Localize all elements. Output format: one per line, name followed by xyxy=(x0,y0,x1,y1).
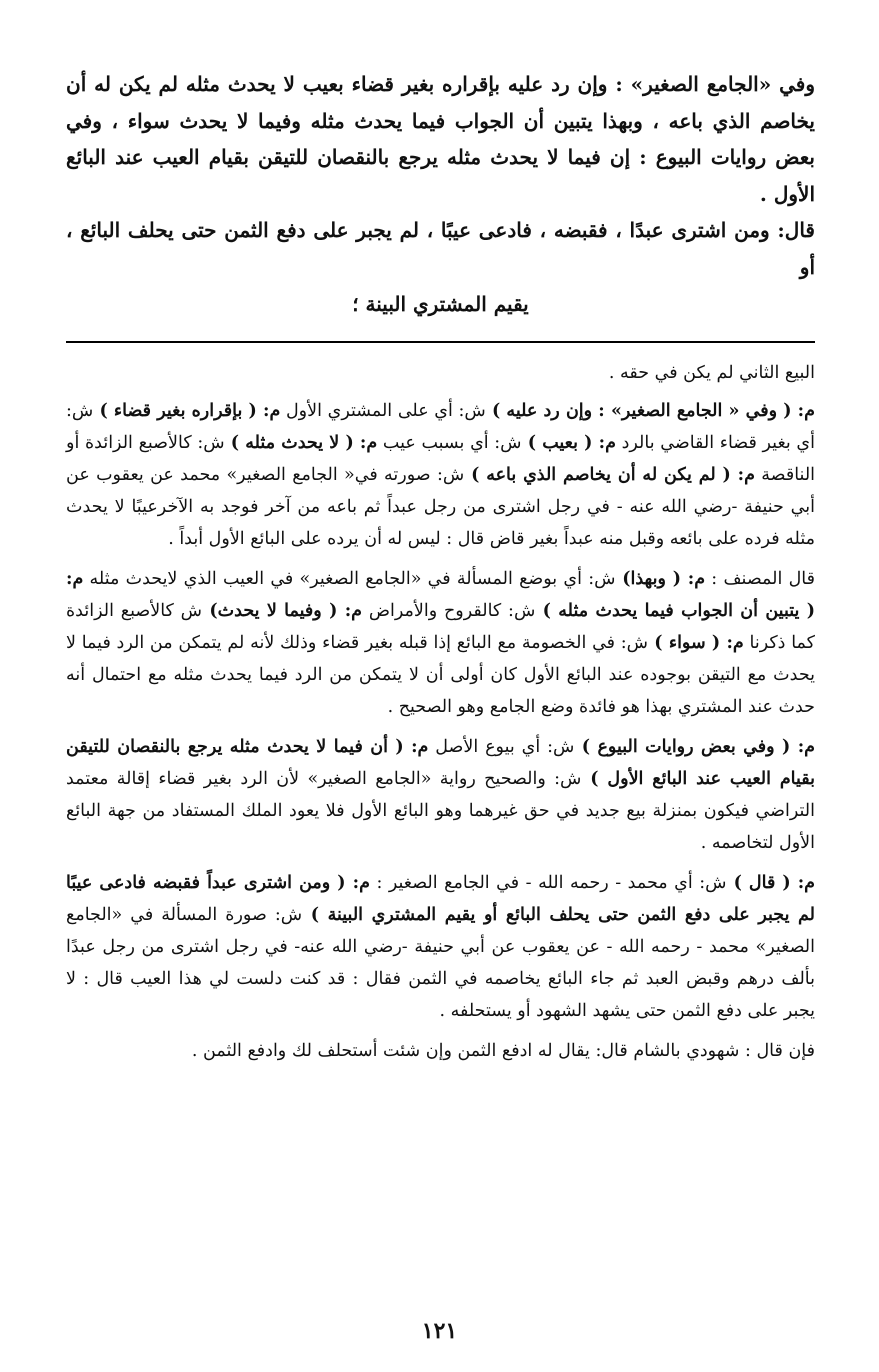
matn-quote-run: م: ( وفي بعض روايات البيوع ) xyxy=(574,736,815,757)
matn-quote-run: م: ( يتبين أن الجواب فيما يحدث مثله ) xyxy=(66,568,816,621)
commentary-run: ش: أي على المشتري الأول xyxy=(280,400,486,421)
matn-quote-run: م: ( قال ) xyxy=(726,872,815,893)
separator-line xyxy=(66,341,815,343)
commentary-run: ش: كالأصبع الزائدة أو الناقصة xyxy=(66,432,816,485)
commentary-run: ش: والصحيح رواية «الجامع الصغير» لأن الرد بغير قضاء إقالة معتمد التراضي فيكون بمنزلة بيع جديد في حق غيرهما وهو البائع الأول فلا يعود الملك المستفاد من جهة البائع الأول لتخاصمه . xyxy=(66,768,815,853)
main-text xyxy=(66,66,815,323)
matn-quote-run: م: ( وفي « الجامع الصغير» : وإن رد عليه ) xyxy=(485,400,815,421)
main-text-paragraph-2: قال: ومن اشترى عبدًا ، فقبضه ، فادعى عيبًا ، لم يجبر على دفع الثمن حتى يحلف البائع ، أو xyxy=(66,218,815,279)
commentary-run: ش: أي محمد - رحمه الله - في الجامع الصغير : xyxy=(369,872,727,893)
commentary-text xyxy=(66,357,815,1067)
matn-quote-run: م: ( وبهذا) xyxy=(615,568,706,589)
commentary-paragraph-6: فإن قال : شهودي بالشام قال: يقال له ادفع الثمن وإن شئت أستحلف لك وادفع الثمن . xyxy=(191,1040,815,1061)
matn-quote-run: م: ( أن فيما لا يحدث مثله يرجع بالنقصان للتيقن بقيام العيب عند البائع الأول ) xyxy=(66,736,815,789)
commentary-run: ش: كالقروح والأمراض xyxy=(362,600,536,621)
commentary-paragraph-1: البيع الثاني لم يكن في حقه . xyxy=(608,362,815,383)
commentary-run: ش: صورته في« الجامع الصغير» محمد عن يعقوب عن أبي حنيفة -رضي الله عنه - في رجل اشترى من رجل عبداً ثم باعه من آخر فوجد به الآخرعيبًا لا يحدث مثله فرده على بائعه وقبل منه عبداً بغير قاض قال : ليس له أن يرده على البائع الأول أبداً . xyxy=(66,464,815,549)
matn-quote-run: م: ( وفيما لا يحدث) xyxy=(202,600,362,621)
commentary-run: ش كالأصبع الزائدة كما ذكرنا xyxy=(66,600,815,653)
book-page xyxy=(66,66,815,1372)
main-text-paragraph-2-last-line: يقيم المشتري البينة ؛ xyxy=(352,292,529,316)
commentary-run: قال المصنف : xyxy=(705,568,815,589)
matn-quote-run: م: ( بإقراره بغير قضاء ) xyxy=(93,400,281,421)
commentary-paragraph-5 xyxy=(66,867,815,1027)
matn-quote-run: م: ( سواء ) xyxy=(648,632,744,653)
commentary-run: ش: أي بغير قضاء القاضي بالرد xyxy=(66,400,815,453)
matn-quote-run: م: ( لم يكن له أن يخاصم الذي باعه ) xyxy=(464,464,755,485)
commentary-paragraph-2 xyxy=(66,395,815,555)
matn-quote-run: م: ( لا يحدث مثله ) xyxy=(224,432,378,453)
matn-quote-run: م: ( بعيب ) xyxy=(521,432,616,453)
main-text-paragraph-1: وفي «الجامع الصغير» : وإن رد عليه بإقراره بغير قضاء بعيب لا يحدث مثله لم يكن له أن يخاصم الذي باعه ، وبهذا يتبين أن الجواب فيما يحدث مثله وفيما لا يحدث سواء ، وفي بعض روايات البيوع : إن فيما لا يحدث مثله يرجع بالنقصان للتيقن بقيام العيب عند البائع الأول . xyxy=(66,72,815,206)
commentary-run: ش: صورة المسألة في «الجامع الصغير» محمد - رحمه الله - عن يعقوب عن أبي حنيفة -رضي الله عنه- في رجل اشترى من رجل عبدًا بألف درهم وقبض العبد ثم جاء البائع يخاصمه في الثمن فقال : قد كنت دلست لي هذا العيب قال : لا يجبر على دفع الثمن حتى يشهد الشهود أو يستحلفه . xyxy=(66,904,815,1021)
matn-quote-run: م: ( ومن اشترى عبداً فقبضه فادعى عيبًا لم يجبر على دفع الثمن حتى يحلف البائع أو يقيم المشتري البينة ) xyxy=(66,872,815,925)
commentary-paragraph-4 xyxy=(66,731,815,859)
page-number: ١٢١ xyxy=(421,1318,458,1344)
commentary-run: ش: في الخصومة مع البائع إذا قبله بغير قضاء وذلك لأنه لم يتمكن من الرد فيما لا يحدث مع التيقن بوجوده عند البائع الأول كان أولى أن لا يتمكن من الرد فيما يحدث مثله مع احتمال أنه حدث عند المشتري بهذا هو فائدة وضع الجامع وهو الصحيح . xyxy=(66,632,815,717)
commentary-run: ش: أي بسبب عيب xyxy=(377,432,522,453)
commentary-run: ش: أي بيوع الأصل xyxy=(428,736,575,757)
commentary-run: ش: أي بوضع المسألة في «الجامع الصغير» في العيب الذي لايحدث مثله xyxy=(83,568,616,589)
commentary-paragraph-3 xyxy=(66,563,815,723)
